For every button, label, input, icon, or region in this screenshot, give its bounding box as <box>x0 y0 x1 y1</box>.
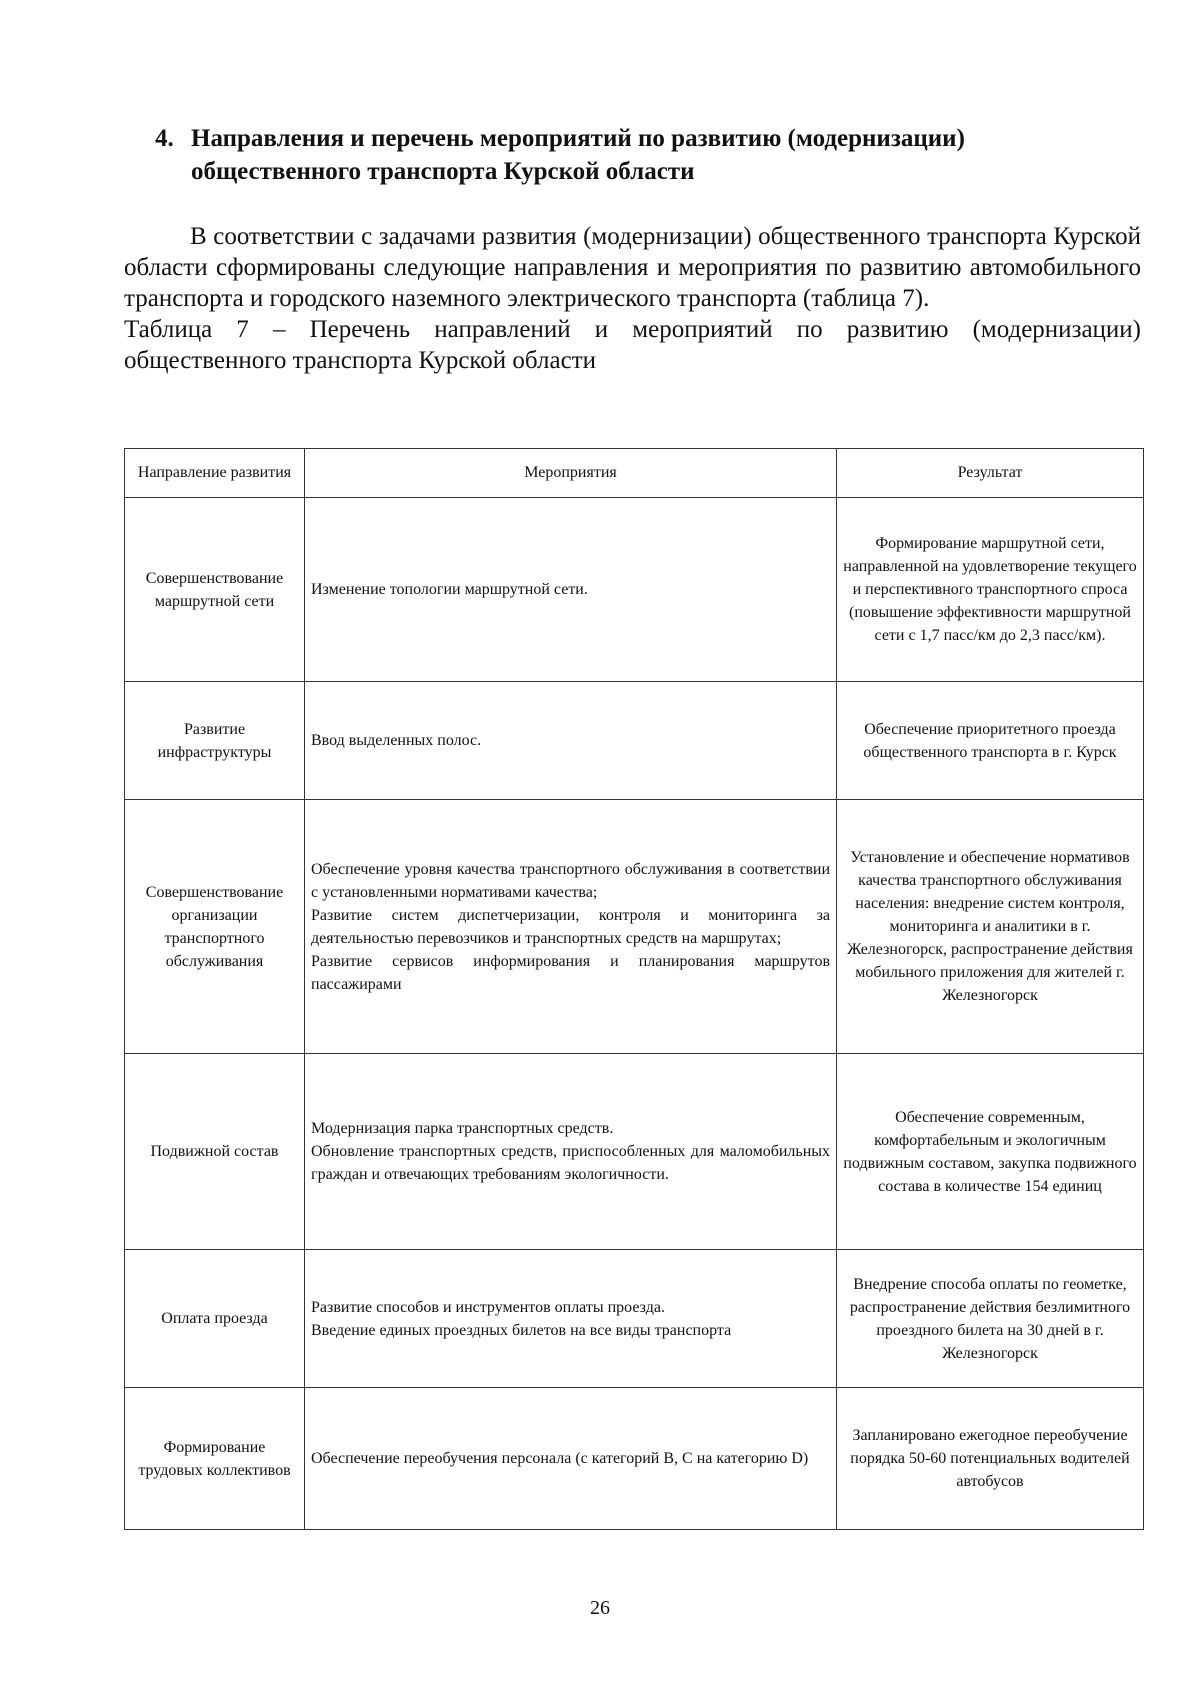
row-result: Установление и обеспечение нормативов качества транспортного обслуживания населения: внедрение систем контроля, мониторинга и аналитики в г. Железногорск, распространение действия мобильного приложения для жителей г. Железногорск <box>837 800 1144 1054</box>
row-direction: Подвижной состав <box>125 1054 305 1250</box>
intro-block <box>124 221 1141 376</box>
measure-item: Изменение топологии маршрутной сети. <box>311 581 588 598</box>
measure-item: Обеспечение переобучения персонала (с категорий B, C на категорию D) <box>311 1450 809 1467</box>
measure-item: Развитие систем диспетчеризации, контроля и мониторинга за деятельностью перевозчиков и транспортных средств на маршрутах; <box>311 906 830 947</box>
row-direction: Совершенствование маршрутной сети <box>125 498 305 682</box>
table-row <box>125 800 1144 1054</box>
row-result: Обеспечение приоритетного проезда общественного транспорта в г. Курск <box>837 682 1144 800</box>
table-header-row <box>125 449 1144 498</box>
measure-item: Обновление транспортных средств, приспособленных для маломобильных граждан и отвечающих требованиям экологичности. <box>311 1143 830 1183</box>
measure-item: Введение единых проездных билетов на все виды транспорта <box>311 1321 732 1339</box>
row-measures <box>305 800 837 1054</box>
row-result: Внедрение способа оплаты по геометке, распространение действия безлимитного проездного билета на 30 дней в г. Железногорск <box>837 1250 1144 1388</box>
measure-item: Развитие способов и инструментов оплаты проезда. <box>311 1298 665 1316</box>
header-result: Результат <box>837 449 1144 498</box>
table-caption: Таблица 7 – Перечень направлений и мероприятий по развитию (модернизации) общественного транспорта Курской области <box>124 316 1141 374</box>
row-result: Запланировано ежегодное переобучение порядка 50-60 потенциальных водителей автобусов <box>837 1388 1144 1530</box>
section-heading <box>155 122 1115 188</box>
table-row <box>125 1388 1144 1530</box>
header-measures: Мероприятия <box>305 449 837 498</box>
row-measures <box>305 1388 837 1530</box>
row-result: Формирование маршрутной сети, направленной на удовлетворение текущего и перспективного транспортного спроса (повышение эффективности маршрутной сети с 1,7 пасс/км до 2,3 пасс/км). <box>837 498 1144 682</box>
row-direction: Развитие инфраструктуры <box>125 682 305 800</box>
row-measures <box>305 498 837 682</box>
table-row <box>125 682 1144 800</box>
table-row <box>125 1054 1144 1250</box>
measure-item: Развитие сервисов информирования и планирования маршрутов пассажирами <box>311 952 830 993</box>
page-number: 26 <box>590 1597 610 1619</box>
row-direction: Формирование трудовых коллективов <box>125 1388 305 1530</box>
table-row <box>125 498 1144 682</box>
row-measures <box>305 1250 837 1388</box>
intro-paragraph: В соответствии с задачами развития (модернизации) общественного транспорта Курской области сформированы следующие направления и мероприятия по развитию автомобильного транспорта и городского наземного электрического транспорта (таблица 7). <box>124 223 1141 312</box>
row-measures <box>305 682 837 800</box>
row-direction: Оплата проезда <box>125 1250 305 1388</box>
measure-item: Обеспечение уровня качества транспортного обслуживания в соответствии с установленными нормативами качества; <box>311 860 830 901</box>
row-direction: Совершенствование организации транспортного обслуживания <box>125 800 305 1054</box>
measure-item: Модернизация парка транспортных средств. <box>311 1120 614 1137</box>
measures-table <box>124 448 1144 1530</box>
section-title: Направления и перечень мероприятий по развитию (модернизации) общественного транспорта Курской области <box>191 125 965 185</box>
row-result: Обеспечение современным, комфортабельным и экологичным подвижным составом, закупка подвижного состава в количестве 154 единиц <box>837 1054 1144 1250</box>
measure-item: Ввод выделенных полос. <box>311 732 482 749</box>
header-direction: Направление развития <box>125 449 305 498</box>
section-number: 4. <box>155 125 174 152</box>
row-measures <box>305 1054 837 1250</box>
table-row <box>125 1250 1144 1388</box>
